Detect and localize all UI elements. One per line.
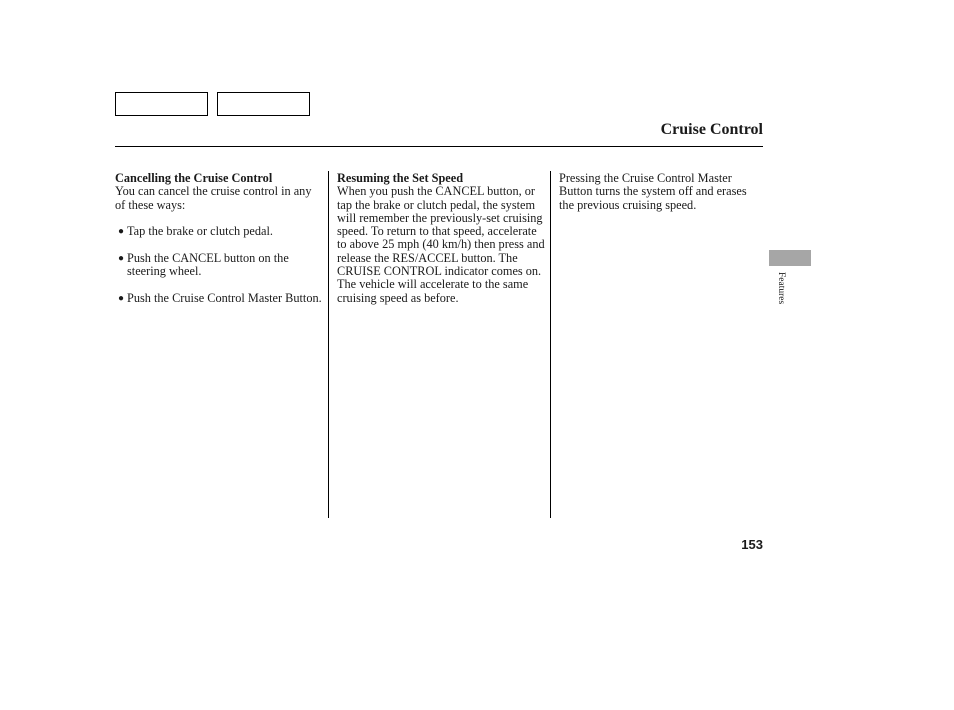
section-tab-label: Features bbox=[776, 272, 786, 305]
section-tab bbox=[769, 250, 811, 266]
page-title: Cruise Control bbox=[660, 121, 763, 138]
bullet-icon: ● bbox=[118, 226, 125, 238]
page-number: 153 bbox=[741, 537, 763, 552]
column-master-button bbox=[559, 172, 759, 212]
list-item bbox=[115, 252, 323, 279]
column-resuming bbox=[337, 172, 547, 305]
intro-text: You can cancel the cruise control in any of these ways: bbox=[115, 184, 312, 212]
previous-page-button[interactable] bbox=[115, 92, 208, 116]
bullet-icon: ● bbox=[118, 252, 125, 264]
list-item-text: Push the CANCEL button on the steering wheel. bbox=[127, 250, 289, 279]
section-heading: Resuming the Set Speed bbox=[337, 171, 464, 185]
body-text: Pressing the Cruise Control Master Button turns the system off and erases the previous cruising speed. bbox=[559, 171, 747, 212]
column-divider bbox=[328, 171, 329, 518]
list-item bbox=[115, 292, 323, 305]
bullet-list bbox=[115, 225, 323, 305]
list-item bbox=[115, 225, 323, 238]
bullet-icon: ● bbox=[118, 292, 125, 304]
column-divider bbox=[550, 171, 551, 518]
list-item-text: Tap the brake or clutch pedal. bbox=[127, 224, 273, 239]
column-cancelling bbox=[115, 172, 323, 305]
header-divider bbox=[115, 146, 763, 147]
next-page-button[interactable] bbox=[217, 92, 310, 116]
body-text: When you push the CANCEL button, or tap the brake or clutch pedal, the system will remember the previously-set cruising speed. To return to that speed, accelerate to above 25 mph (40 km/h) then press and release the RES/ACCEL button. The CRUISE CONTROL indicator comes on. The vehicle will accelerate to the same cruising speed as before. bbox=[337, 184, 545, 305]
section-heading: Cancelling the Cruise Control bbox=[115, 171, 273, 185]
list-item-text: Push the Cruise Control Master Button. bbox=[127, 290, 322, 305]
